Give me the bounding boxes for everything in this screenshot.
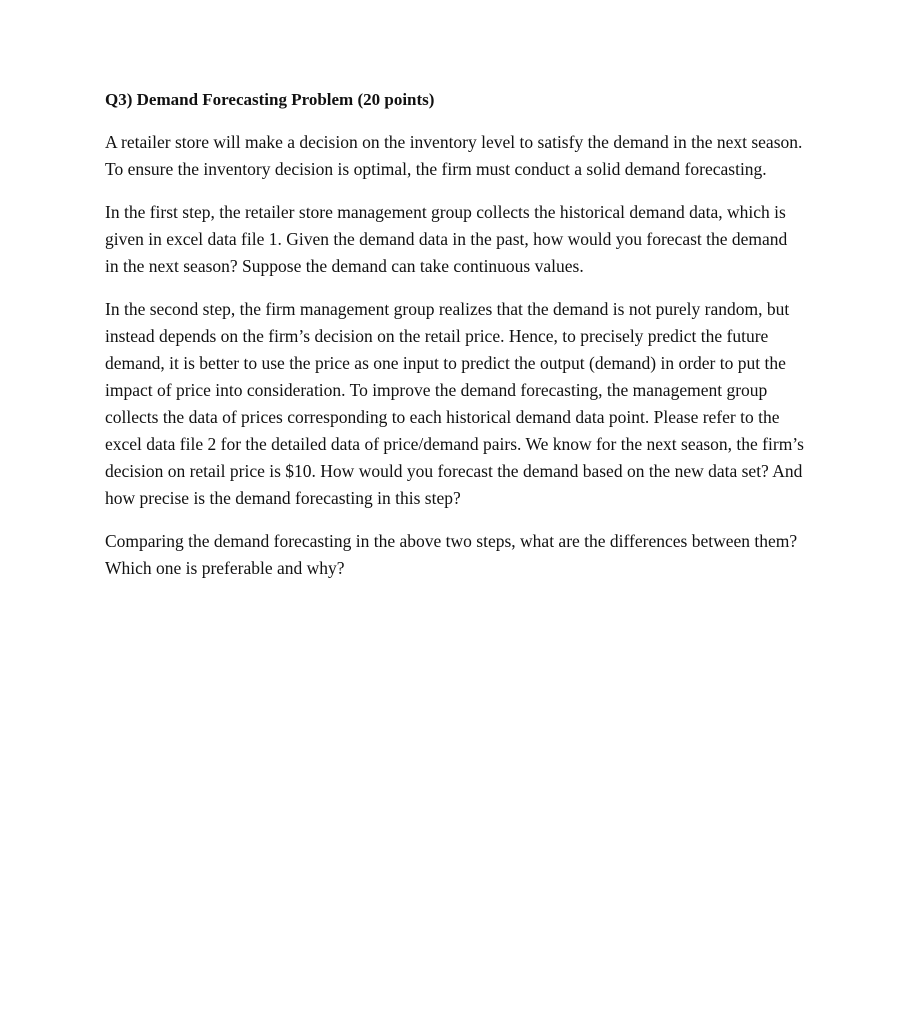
paragraph-comparison: Comparing the demand forecasting in the above two steps, what are the differences between them? Which one is preferable and why?	[105, 531, 798, 578]
paragraph-first-step: In the first step, the retailer store management group collects the historical demand data, which is given in excel data file 1. Given the demand data in the past, how would you forecast the demand in the next season? Suppose the demand can take continuous values.	[105, 202, 788, 276]
question-title: Q3) Demand Forecasting Problem (20 points)	[105, 90, 435, 109]
paragraph-second-step: In the second step, the firm management group realizes that the demand is not purely random, but instead depends on the firm’s decision on the retail price. Hence, to precisely predict the future demand, it is better to use the price as one input to predict the output (demand) in order to put the impact of price into consideration. To improve the demand forecasting, the management group collects the data of prices corresponding to each historical demand data point. Please refer to the excel data file 2 for the detailed data of price/demand pairs. We know for the next season, the firm’s decision on retail price is $10. How would you forecast the demand based on the new data set? And how precise is the demand forecasting in this step?	[105, 299, 804, 508]
document-page	[105, 87, 805, 598]
paragraph-intro: A retailer store will make a decision on the inventory level to satisfy the demand in the next season. To ensure the inventory decision is optimal, the firm must conduct a solid demand forecasting.	[105, 132, 803, 179]
